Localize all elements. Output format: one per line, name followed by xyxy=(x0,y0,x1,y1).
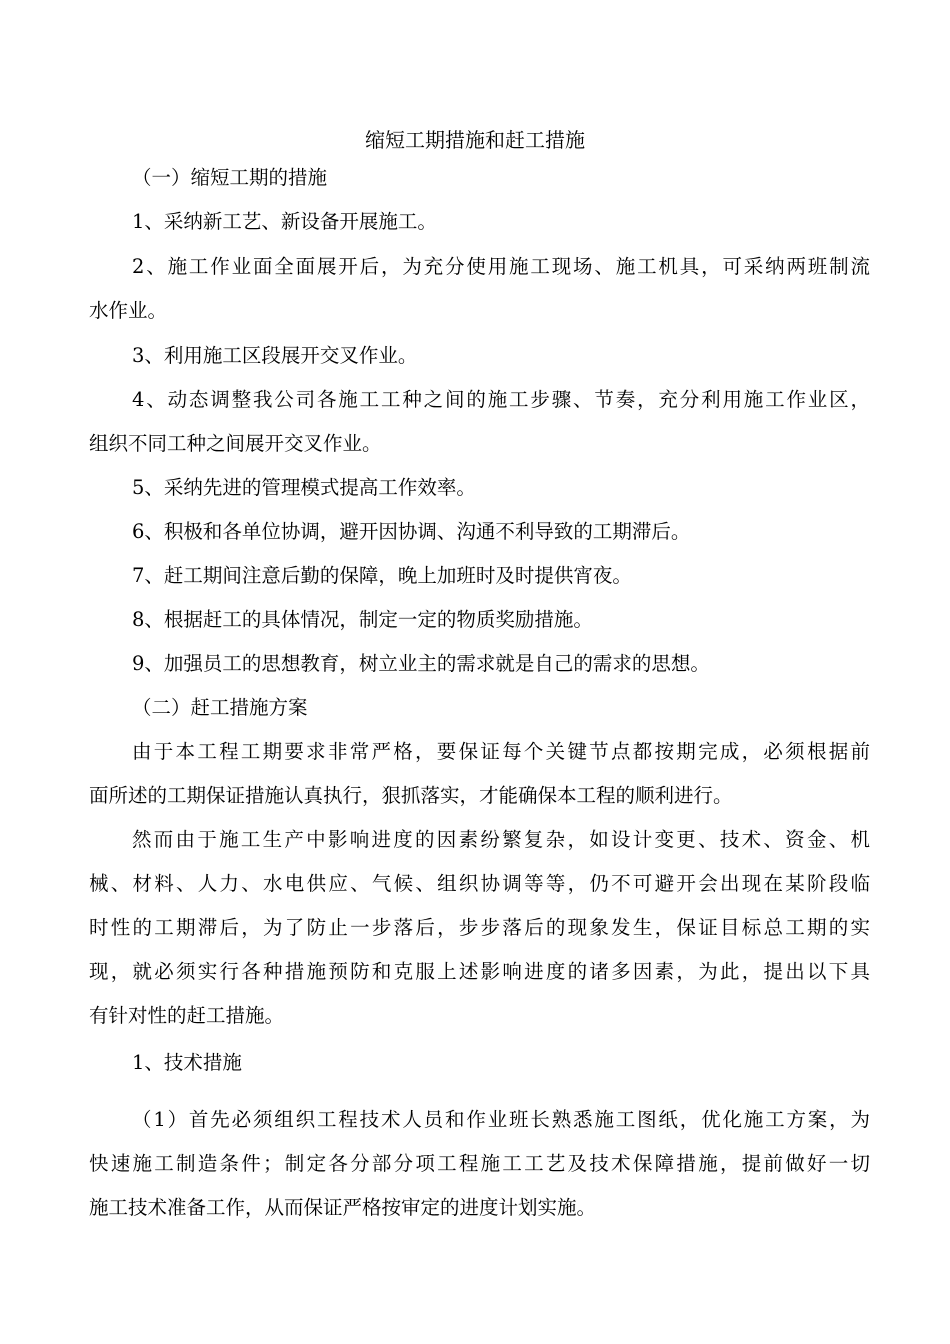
section-1-heading: （一）缩短工期的措施 xyxy=(132,166,328,189)
section-1-item-4-line-1: 4、动态调整我公司各施工工种之间的施工步骤、节奏，充分利用施工作业区， xyxy=(132,388,870,411)
section-1-item-3: 3、利用施工区段展开交叉作业。 xyxy=(132,344,418,367)
section-2-heading: （二）赶工措施方案 xyxy=(132,696,308,719)
section-1-item-4-line-2: 组织不同工种之间展开交叉作业。 xyxy=(89,432,382,455)
technical-measures-para-1-line-2: 快速施工制造条件；制定各分部分项工程施工工艺及技术保障措施，提前做好一切 xyxy=(89,1152,870,1175)
technical-measures-para-1-line-3: 施工技术准备工作，从而保证严格按审定的进度计划实施。 xyxy=(89,1196,597,1219)
section-1-item-1: 1、采纳新工艺、新设备开展施工。 xyxy=(132,210,437,233)
section-1-item-2-line-2: 水作业。 xyxy=(89,299,168,322)
section-2-para-1-line-2: 面所述的工期保证措施认真执行，狠抓落实，才能确保本工程的顺利进行。 xyxy=(89,784,733,807)
section-2-para-2-line-2: 械、材料、人力、水电供应、气候、组织协调等等，仍不可避开会出现在某阶段临 xyxy=(89,872,870,895)
section-1-item-7: 7、赶工期间注意后勤的保障，晚上加班时及时提供宵夜。 xyxy=(132,564,632,587)
section-1-item-8: 8、根据赶工的具体情况，制定一定的物质奖励措施。 xyxy=(132,608,593,631)
section-2-para-2-line-1: 然而由于施工生产中影响进度的因素纷繁复杂，如设计变更、技术、资金、机 xyxy=(132,828,870,851)
technical-measures-heading: 1、技术措施 xyxy=(132,1051,242,1074)
document-title: 缩短工期措施和赶工措施 xyxy=(365,128,585,152)
section-2-para-2-line-4: 现，就必须实行各种措施预防和克服上述影响进度的诸多因素，为此，提出以下具 xyxy=(89,960,870,983)
section-1-item-9: 9、加强员工的思想教育，树立业主的需求就是自己的需求的思想。 xyxy=(132,652,710,675)
section-1-item-5: 5、采纳先进的管理模式提高工作效率。 xyxy=(132,476,476,499)
section-1-item-6: 6、积极和各单位协调，避开因协调、沟通不利导致的工期滞后。 xyxy=(132,520,691,543)
section-2-para-1-line-1: 由于本工程工期要求非常严格，要保证每个关键节点都按期完成，必须根据前 xyxy=(132,740,870,763)
section-2-para-2-line-3: 时性的工期滞后，为了防止一步落后，步步落后的现象发生，保证目标总工期的实 xyxy=(89,916,870,939)
section-2-para-2-line-5: 有针对性的赶工措施。 xyxy=(89,1004,285,1027)
section-1-item-2-line-1: 2、施工作业面全面展开后，为充分使用施工现场、施工机具，可采纳两班制流 xyxy=(132,255,870,278)
technical-measures-para-1-line-1: （1）首先必须组织工程技术人员和作业班长熟悉施工图纸，优化施工方案，为 xyxy=(132,1108,870,1131)
